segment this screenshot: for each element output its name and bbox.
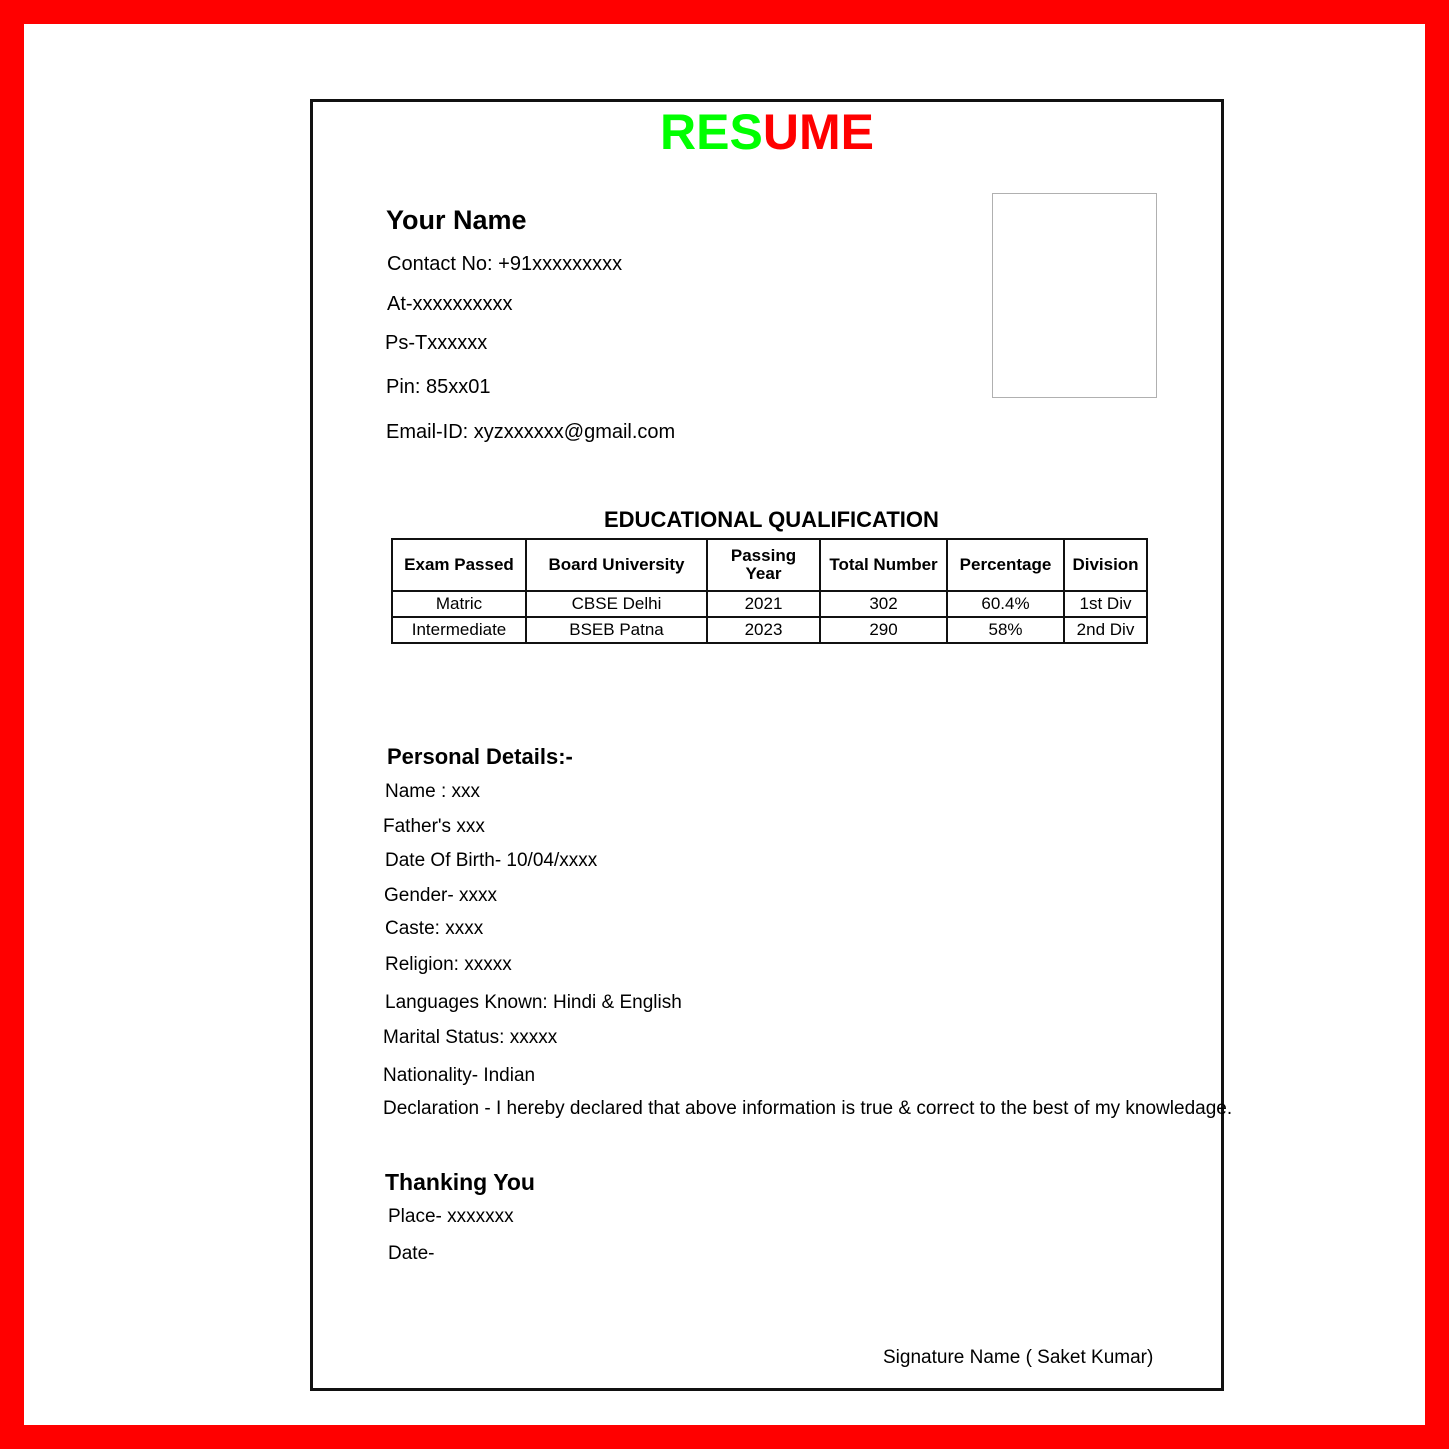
personal-father: Father's xxx bbox=[383, 816, 485, 837]
resume-title bbox=[313, 104, 1221, 160]
cell-year: 2023 bbox=[707, 617, 820, 643]
date: Date- bbox=[388, 1243, 435, 1264]
education-table bbox=[391, 538, 1148, 644]
personal-dob: Date Of Birth- 10/04/xxxx bbox=[385, 850, 598, 871]
personal-name: Name : xxx bbox=[385, 781, 481, 802]
title-part-ume: UME bbox=[762, 104, 874, 160]
red-frame-inner bbox=[24, 24, 1425, 1425]
table-row bbox=[392, 617, 1147, 643]
personal-details-title: Personal Details:- bbox=[387, 744, 573, 769]
address-ps: Ps-Txxxxxx bbox=[385, 332, 488, 354]
place: Place- xxxxxxx bbox=[388, 1206, 514, 1227]
thanking-you: Thanking You bbox=[385, 1169, 535, 1195]
personal-caste: Caste: xxxx bbox=[385, 918, 484, 939]
cell-division: 2nd Div bbox=[1064, 617, 1147, 643]
title-part-res: RES bbox=[660, 104, 763, 160]
education-title: EDUCATIONAL QUALIFICATION bbox=[604, 507, 939, 532]
address-at: At-xxxxxxxxxx bbox=[387, 293, 513, 315]
col-exam-passed: Exam Passed bbox=[392, 539, 526, 591]
col-percentage: Percentage bbox=[947, 539, 1064, 591]
photo-placeholder bbox=[992, 193, 1157, 398]
cell-percentage: 60.4% bbox=[947, 591, 1064, 617]
cell-exam: Intermediate bbox=[392, 617, 526, 643]
personal-languages: Languages Known: Hindi & English bbox=[385, 992, 682, 1013]
col-division: Division bbox=[1064, 539, 1147, 591]
signature-name: Signature Name ( Saket Kumar) bbox=[883, 1347, 1154, 1368]
cell-total: 302 bbox=[820, 591, 947, 617]
table-row bbox=[392, 591, 1147, 617]
address-pin: Pin: 85xx01 bbox=[386, 376, 491, 398]
personal-nationality: Nationality- Indian bbox=[383, 1065, 536, 1086]
col-passing-year bbox=[707, 539, 820, 591]
col-board-university: Board University bbox=[526, 539, 707, 591]
col-passing-year-label: Passing Year bbox=[730, 546, 797, 583]
personal-religion: Religion: xxxxx bbox=[385, 954, 512, 975]
table-header-row bbox=[392, 539, 1147, 591]
cell-total: 290 bbox=[820, 617, 947, 643]
cell-percentage: 58% bbox=[947, 617, 1064, 643]
cell-year: 2021 bbox=[707, 591, 820, 617]
cell-division: 1st Div bbox=[1064, 591, 1147, 617]
applicant-name: Your Name bbox=[386, 205, 527, 235]
personal-marital-status: Marital Status: xxxxx bbox=[383, 1027, 558, 1048]
cell-board: CBSE Delhi bbox=[526, 591, 707, 617]
cell-exam: Matric bbox=[392, 591, 526, 617]
col-total-number: Total Number bbox=[820, 539, 947, 591]
personal-gender: Gender- xxxx bbox=[384, 885, 497, 906]
cell-board: BSEB Patna bbox=[526, 617, 707, 643]
contact-number: Contact No: +91xxxxxxxxx bbox=[387, 253, 623, 275]
resume-page bbox=[310, 99, 1233, 1391]
declaration: Declaration - I hereby declared that above information is true & correct to the best of my knowledage. bbox=[383, 1098, 1233, 1119]
email-id: Email-ID: xyzxxxxxx@gmail.com bbox=[386, 421, 676, 443]
